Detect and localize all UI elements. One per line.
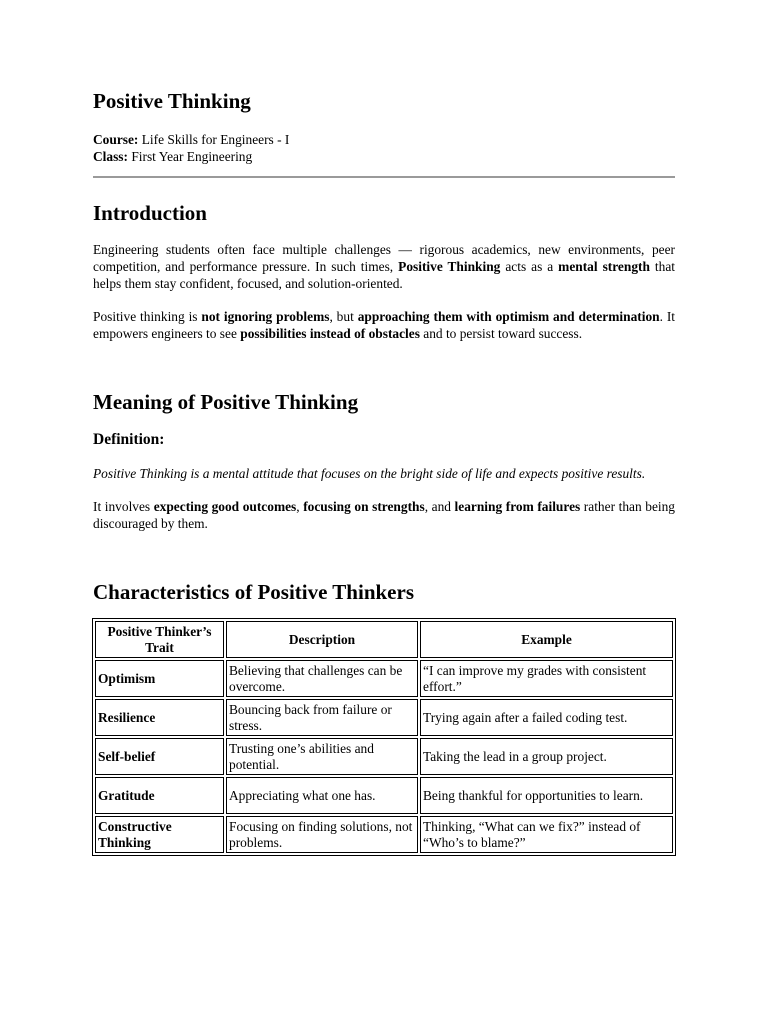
description-cell: Appreciating what one has. [226,777,418,814]
course-info [93,131,675,165]
trait-cell: Resilience [95,699,224,736]
meaning-heading: Meaning of Positive Thinking [93,390,359,414]
introduction-heading: Introduction [93,201,207,225]
bold-run: approaching them with optimism and determination [357,309,660,324]
bold-run: focusing on strengths [303,499,425,514]
example-cell: Being thankful for opportunities to learn. [420,777,673,814]
document-content [93,88,675,856]
description-cell: Believing that challenges can be overcome. [226,660,418,697]
text-run: and to persist toward success. [419,326,583,341]
text-run: , but [329,309,358,324]
course-line [93,131,675,148]
class-line [93,148,675,165]
table-row [95,777,673,814]
column-header-description: Description [226,621,418,658]
characteristics-table [92,618,676,856]
text-run: , [296,499,304,514]
course-value: Life Skills for Engineers - I [141,132,290,147]
trait-cell: Optimism [95,660,224,697]
example-cell: Taking the lead in a group project. [420,738,673,775]
example-cell: “I can improve my grades with consistent effort.” [420,660,673,697]
text-run: rather than being discouraged by them. [93,499,675,531]
italic-run: Positive Thinking is a mental attitude that focuses on the bright side of life and expects positive results. [93,466,646,481]
text-run: It involves [93,499,154,514]
trait-cell: Gratitude [95,777,224,814]
definition-text [93,465,675,482]
column-header-trait: Positive Thinker’s Trait [95,621,224,658]
text-run: acts as a [500,259,559,274]
text-run: that helps them stay confident, focused, and solution-oriented. [93,259,675,291]
text-run: . It empowers engineers to see [93,309,676,341]
description-cell: Trusting one’s abilities and potential. [226,738,418,775]
table-row [95,738,673,775]
definition-subheading: Definition: [93,431,165,448]
text-run: , and [424,499,455,514]
table-header-row [95,621,673,658]
bold-run: learning from failures [454,499,581,514]
characteristics-heading: Characteristics of Positive Thinkers [93,580,414,604]
text-run: Engineering students often face multiple challenges — rigorous academics, new environments, peer competition, and performance pressure. In such times, [93,242,675,274]
text-run: Positive thinking is [93,309,202,324]
bold-run: Positive Thinking [398,259,501,274]
column-header-example: Example [420,621,673,658]
introduction-paragraph-1 [93,241,675,292]
description-cell: Focusing on finding solutions, not problems. [226,816,418,853]
bold-run: not ignoring problems [201,309,330,324]
example-cell: Thinking, “What can we fix?” instead of “Who’s to blame?” [420,816,673,853]
bold-run: possibilities instead of obstacles [240,326,420,341]
divider [93,176,675,178]
course-label: Course: [93,132,139,147]
introduction-paragraph-2 [93,308,675,342]
bold-run: mental strength [558,259,650,274]
example-cell: Trying again after a failed coding test. [420,699,673,736]
class-value: First Year Engineering [131,149,253,164]
table-row [95,699,673,736]
table-row [95,660,673,697]
trait-cell: Self-belief [95,738,224,775]
trait-cell: Constructive Thinking [95,816,224,853]
bold-run: expecting good outcomes [153,499,297,514]
page-title: Positive Thinking [93,89,251,113]
description-cell: Bouncing back from failure or stress. [226,699,418,736]
class-label: Class: [93,149,128,164]
meaning-paragraph [93,498,675,532]
table-row [95,816,673,853]
